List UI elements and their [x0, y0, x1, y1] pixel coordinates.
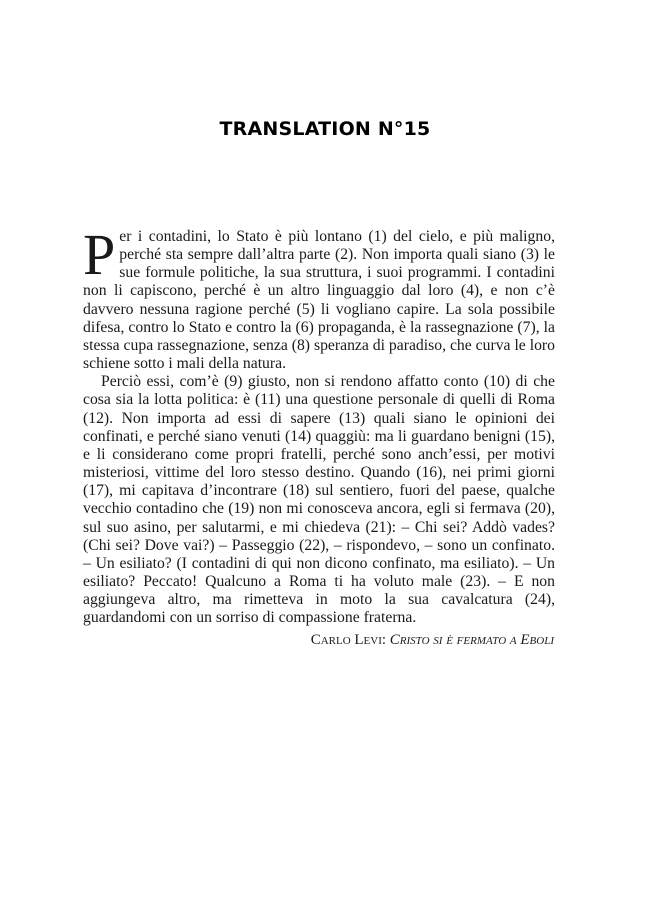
- paragraph-1: [83, 222, 555, 373]
- passage: [83, 222, 555, 627]
- source-author: Carlo Levi:: [310, 632, 387, 648]
- source-work: Cristo si è fermato a Eboli: [389, 632, 554, 648]
- paragraph-2: Perciò essi, com’è (9) giusto, non si rendono affatto conto (10) di che cosa sia la lotta politica: è (11) una questione personale di quelli di Roma (12). Non importa ad essi di sapere (13) quali siano le opinioni dei confinati, e perché siano venuti (14) quaggiù: ma li guardano benigni (15), e li considerano come propri fratelli, perché sono anch’essi, per motivi misteriosi, vittime del loro stesso destino. Quando (16), nei primi giorni (17), mi capitava d’incontrare (18) sul sentiero, fuori del paese, qualche vecchio contadino che (19) non mi conosceva ancora, egli si fermava (20), sul suo asino, per salutarmi, e mi chiedeva (21): – Chi sei? Addò vades? (Chi sei? Dove vai?) – Passeggio (22), – rispondevo, – sono un confinato. – Un esiliato? (I contadini di qui non dicono confinato, ma esiliato). – Un esiliato? Peccato! Qualcuno a Roma ti ha voluto male (23). – E non aggiungeva altro, ma rimetteva in moto la sua cavalcatura (24), guardandomi con un sorriso di compassione fraterna.: [83, 373, 555, 627]
- page-title: TRANSLATION N°15: [219, 118, 431, 140]
- paragraph-1-text: er i contadini, lo Stato è più lontano (1) del cielo, e più maligno, perché sta sempre dall’altra parte (2). Non importa quali siano (3) le sue formule politiche, la sua struttura, i suoi programmi. I contadini non li capiscono, perché è un altro linguaggio dal loro (4), e non c’è davvero nessuna ragione perché (5) li vogliano capire. La sola possibile difesa, contro lo Stato e contro la (6) propaganda, è la rassegnazione (7), la stessa cupa rassegnazione, senza (8) speranza di paradiso, che curva le loro schiene sotto i mali della natura.: [83, 228, 555, 373]
- drop-cap: P: [83, 222, 116, 287]
- source-citation: [311, 632, 554, 649]
